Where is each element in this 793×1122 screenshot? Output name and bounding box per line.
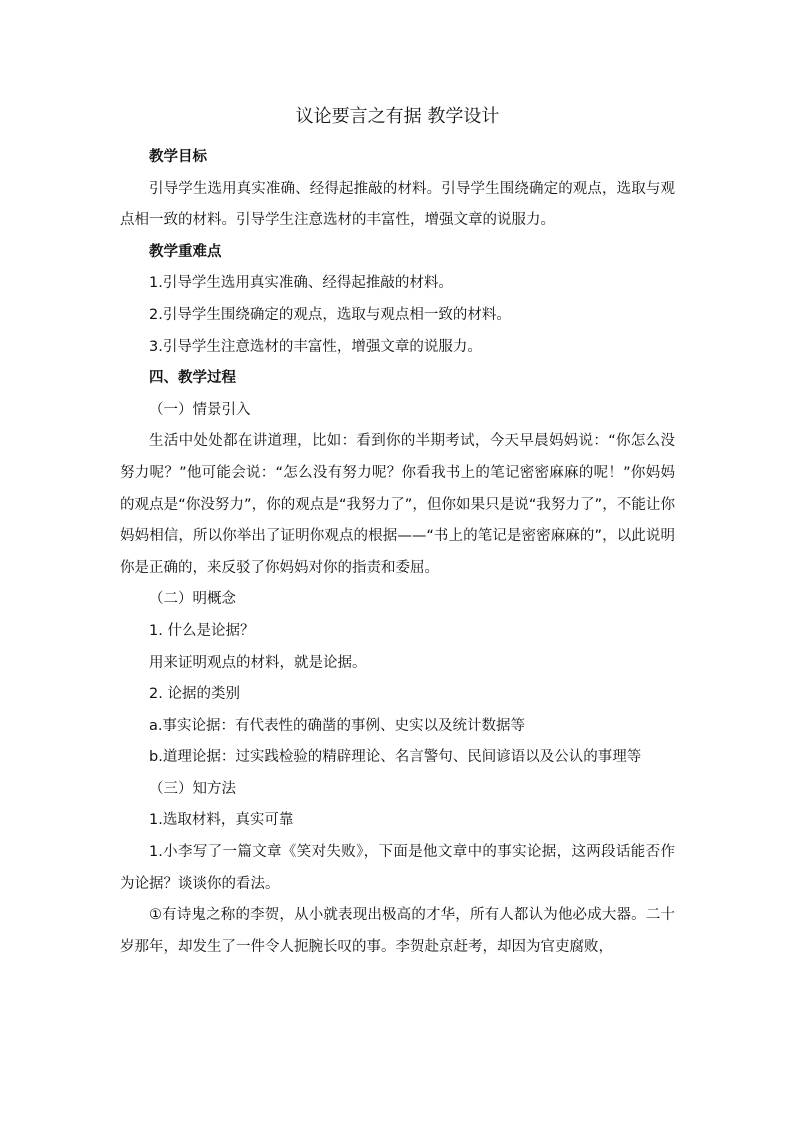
step1-heading: （一）情景引入 bbox=[149, 401, 251, 418]
answer-1: 用来证明观点的材料，就是论据。 bbox=[149, 654, 367, 671]
evidence-type-a: a.事实论据：有代表性的确凿的事例、史实以及统计数据等 bbox=[149, 717, 525, 734]
evidence-type-b: b.道理论据：过实践检验的精辟理论、名言警句、民间谚语以及公认的事理等 bbox=[149, 749, 642, 766]
step2-heading: （二）明概念 bbox=[149, 591, 236, 608]
document-title: 议论要言之有据 教学设计 bbox=[295, 106, 500, 127]
step1-text: 生活中处处都在讲道理，比如：看到你的半期考试，今天早晨妈妈说：“你怎么没努力呢？”他可能会说：“怎么没有努力呢？你看我书上的笔记密密麻麻的呢！”你妈妈的观点是“你没努力”，你的观点是“我努力了”，但你如果只是说“我努力了”，不能让你妈妈相信，所以你举出了证明你观点的根据——“书上的笔记是密密麻麻的”，以此说明你是正确的，来反驳了你妈妈对你的指责和委屈。 bbox=[120, 433, 675, 576]
key-point-3: 3.引导学生注意选材的丰富性，增强文章的说服力。 bbox=[149, 338, 482, 355]
paragraph-1: ①有诗鬼之称的李贺，从小就表现出极高的才华，所有人都认为他必成大器。二十岁那年，却发生了一件令人扼腕长叹的事。李贺赴京赶考，却因为官吏腐败， bbox=[120, 907, 675, 955]
question-1: 1. 什么是论据？ bbox=[149, 622, 255, 639]
question-2: 2. 论据的类别 bbox=[149, 686, 240, 703]
key-point-2: 2.引导学生围绕确定的观点，选取与观点相一致的材料。 bbox=[149, 306, 511, 323]
task-1: 1.小李写了一篇文章《笑对失败》，下面是他文章中的事实论据，这两段话能否作为论据？谈谈你的看法。 bbox=[120, 844, 675, 892]
goal-text: 引导学生选用真实准确、经得起推敲的材料。引导学生围绕确定的观点，选取与观点相一致的材料。引导学生注意选材的丰富性，增强文章的说服力。 bbox=[120, 180, 675, 229]
process-heading: 四、教学过程 bbox=[149, 370, 236, 387]
key-points-heading: 教学重难点 bbox=[149, 243, 222, 260]
goal-heading: 教学目标 bbox=[149, 149, 207, 165]
key-point-1: 1.引导学生选用真实准确、经得起推敲的材料。 bbox=[149, 275, 453, 292]
step3-heading: （三）知方法 bbox=[149, 780, 236, 797]
method-1: 1.选取材料，真实可靠 bbox=[149, 812, 294, 829]
document-body bbox=[120, 104, 675, 963]
